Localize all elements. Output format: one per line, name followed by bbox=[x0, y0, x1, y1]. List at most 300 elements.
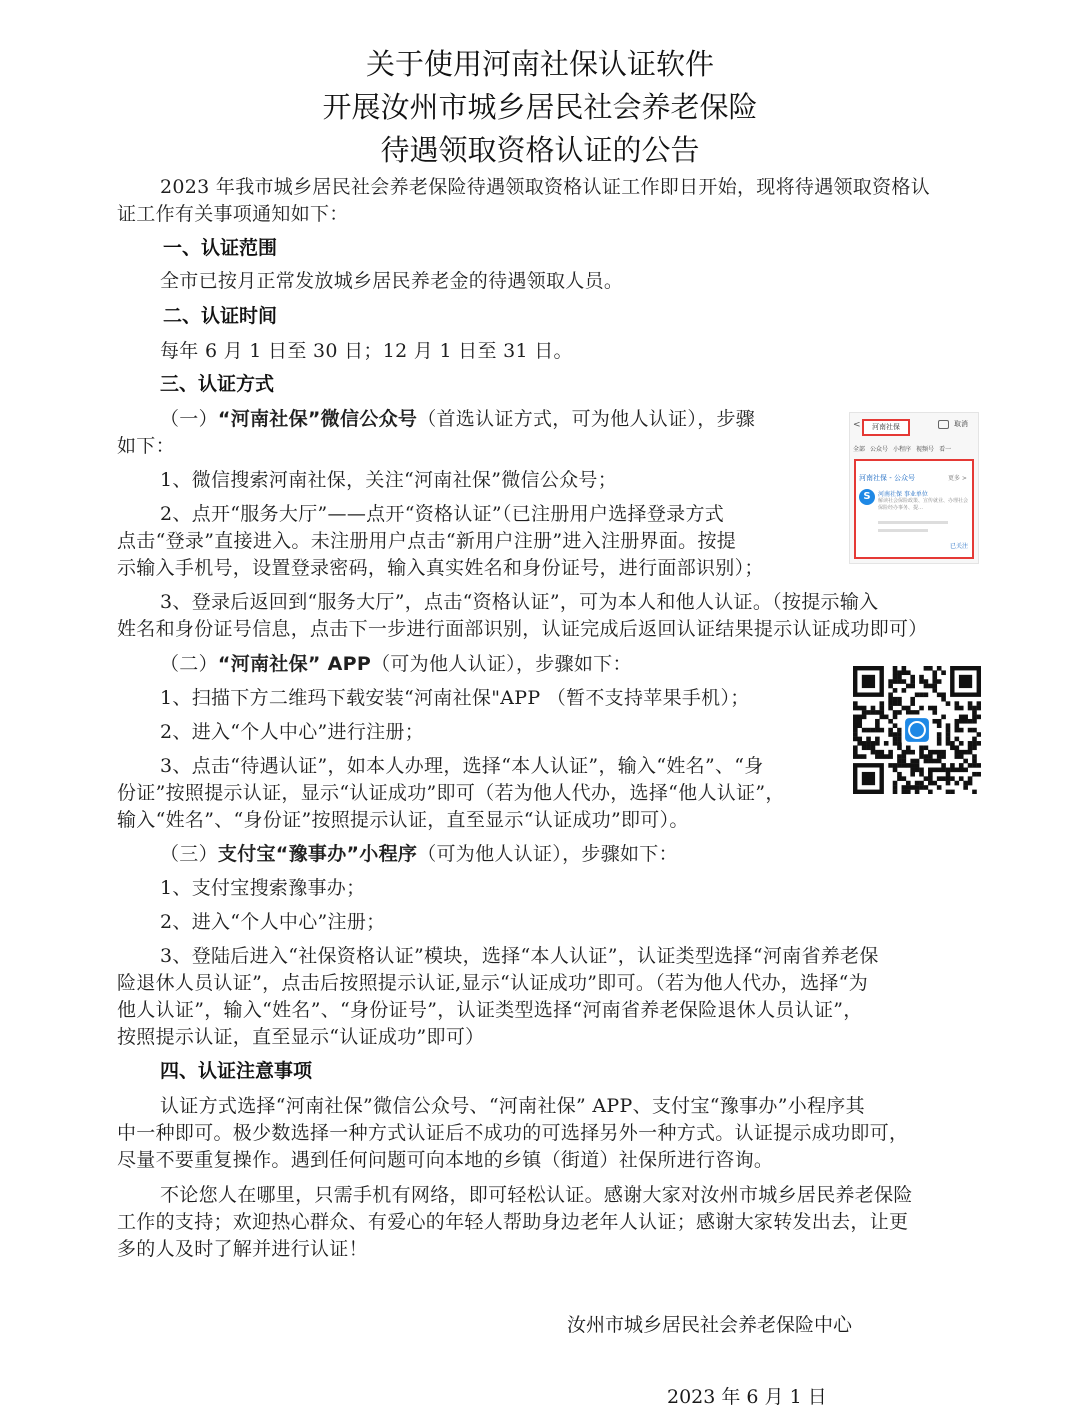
qr-module bbox=[928, 772, 933, 777]
method-1-step-3-line-1: 3、登录后返回到“服务大厅”，点击“资格认证”，可为本人和他人认证。（按提示输入 bbox=[160, 591, 879, 613]
qr-module bbox=[937, 768, 942, 773]
qr-module bbox=[893, 723, 898, 728]
qr-module bbox=[862, 715, 867, 720]
qr-module bbox=[950, 790, 955, 794]
qr-module bbox=[866, 741, 871, 746]
qr-module bbox=[879, 728, 884, 733]
qr-module bbox=[888, 706, 893, 711]
qr-module bbox=[906, 710, 911, 715]
wechat-search-screenshot bbox=[849, 412, 979, 564]
method-2-step-1: 1、扫描下方二维玛下载安装“河南社保"APP （暂不支持苹果手机）； bbox=[160, 687, 750, 709]
qr-module bbox=[924, 666, 929, 671]
qr-module bbox=[879, 715, 884, 720]
qr-module bbox=[946, 790, 951, 794]
qr-module bbox=[963, 750, 968, 755]
qr-module bbox=[928, 754, 933, 759]
qr-module bbox=[968, 706, 973, 711]
qr-module bbox=[888, 754, 893, 759]
qr-module bbox=[959, 768, 964, 773]
qr-module bbox=[932, 675, 937, 680]
search-tabs bbox=[853, 444, 956, 453]
method-1-step-2-line-3: 示输入手机号，设置登录密码，输入真实姓名和身份证号，进行面部识别）； bbox=[117, 557, 764, 579]
qr-module bbox=[928, 790, 933, 794]
qr-module bbox=[941, 670, 946, 675]
qr-module bbox=[955, 701, 960, 706]
qr-module bbox=[857, 741, 862, 746]
qr-module bbox=[924, 759, 929, 764]
qr-module bbox=[919, 772, 924, 777]
qr-module bbox=[862, 745, 867, 750]
qr-module bbox=[972, 706, 977, 711]
qr-module bbox=[932, 670, 937, 675]
qr-module bbox=[910, 763, 915, 768]
qr-module bbox=[937, 785, 942, 790]
qr-module bbox=[902, 706, 907, 711]
qr-module bbox=[963, 785, 968, 790]
card-more: 更多 > bbox=[948, 475, 967, 482]
section-2-text: 每年 6 月 1 日至 30 日；12 月 1 日至 31 日。 bbox=[160, 340, 573, 362]
qr-module bbox=[928, 706, 933, 711]
qr-module bbox=[888, 692, 893, 697]
qr-module bbox=[906, 785, 911, 790]
qr-module bbox=[871, 750, 876, 755]
qr-module bbox=[866, 737, 871, 742]
qr-module bbox=[972, 719, 977, 724]
qr-module bbox=[893, 732, 898, 737]
account-name: 河南社保 事业单位 bbox=[878, 491, 928, 498]
qr-module bbox=[875, 754, 880, 759]
qr-module bbox=[893, 675, 898, 680]
date: 2023 年 6 月 1 日 bbox=[667, 1386, 827, 1408]
qr-module bbox=[968, 728, 973, 733]
qr-module bbox=[959, 719, 964, 724]
qr-module bbox=[968, 763, 973, 768]
qr-module bbox=[941, 776, 946, 781]
qr-module bbox=[853, 706, 858, 711]
qr-module bbox=[853, 732, 858, 737]
qr-module bbox=[893, 790, 898, 794]
qr-module bbox=[941, 763, 946, 768]
qr-module bbox=[906, 745, 911, 750]
qr-module bbox=[862, 754, 867, 759]
qr-module bbox=[946, 732, 951, 737]
qr-module bbox=[906, 763, 911, 768]
qr-module bbox=[950, 768, 955, 773]
qr-module bbox=[893, 697, 898, 702]
method-3-title bbox=[160, 841, 678, 868]
qr-module bbox=[932, 768, 937, 773]
qr-module bbox=[915, 710, 920, 715]
qr-module bbox=[919, 675, 924, 680]
qr-module bbox=[919, 745, 924, 750]
section-1-heading: 一、认证范围 bbox=[163, 237, 278, 259]
method-2-suffix: （可为他人认证），步骤如下： bbox=[371, 653, 632, 675]
qr-module bbox=[875, 710, 880, 715]
qr-module bbox=[906, 684, 911, 689]
qr-module bbox=[941, 768, 946, 773]
qr-module bbox=[946, 741, 951, 746]
account-description: 解读社会保险政策、宣传就业、办理社会保险经办事务、提… bbox=[878, 498, 969, 511]
qr-module bbox=[853, 715, 858, 720]
qr-module bbox=[950, 741, 955, 746]
qr-module bbox=[950, 745, 955, 750]
qr-module bbox=[879, 710, 884, 715]
cancel-text: 取消 bbox=[954, 420, 968, 428]
search-box: 河南社保 bbox=[862, 419, 910, 436]
qr-module bbox=[888, 697, 893, 702]
method-3-step-1: 1、支付宝搜索豫事办； bbox=[160, 877, 366, 899]
qr-module bbox=[959, 728, 964, 733]
qr-module bbox=[906, 670, 911, 675]
qr-module bbox=[972, 790, 977, 794]
qr-module bbox=[972, 759, 977, 764]
qr-module bbox=[977, 772, 981, 777]
qr-module bbox=[910, 675, 915, 680]
section-2-heading: 二、认证时间 bbox=[163, 305, 278, 327]
qr-module bbox=[946, 737, 951, 742]
section-1-text: 全市已按月正常发放城乡居民养老金的待遇领取人员。 bbox=[160, 270, 624, 292]
qr-module bbox=[910, 701, 915, 706]
qr-module bbox=[902, 679, 907, 684]
qr-module bbox=[955, 728, 960, 733]
qr-module bbox=[968, 719, 973, 724]
qr-module bbox=[924, 745, 929, 750]
tab-official: 公众号 bbox=[870, 446, 889, 453]
qr-module bbox=[928, 776, 933, 781]
qr-module bbox=[955, 719, 960, 724]
qr-module bbox=[955, 745, 960, 750]
qr-module bbox=[915, 781, 920, 786]
qr-module bbox=[902, 670, 907, 675]
qr-module bbox=[924, 754, 929, 759]
qr-module bbox=[888, 728, 893, 733]
qr-module bbox=[857, 715, 862, 720]
qr-module bbox=[959, 754, 964, 759]
qr-module bbox=[932, 706, 937, 711]
qr-module bbox=[959, 776, 964, 781]
qr-module bbox=[871, 745, 876, 750]
qr-module bbox=[897, 710, 902, 715]
qr-module bbox=[928, 750, 933, 755]
qr-module bbox=[910, 710, 915, 715]
qr-module bbox=[897, 759, 902, 764]
qr-module bbox=[902, 763, 907, 768]
method-1-name: “河南社保”微信公众号 bbox=[217, 408, 418, 430]
qr-module bbox=[924, 785, 929, 790]
method-1-step-1: 1、微信搜索河南社保，关注“河南社保”微信公众号； bbox=[160, 469, 618, 491]
qr-module bbox=[972, 754, 977, 759]
qr-module bbox=[937, 732, 942, 737]
method-2-step-3-line-2: 份证”按照提示认证，显示“认证成功”即可（若为他人代办，选择“他人认证”， bbox=[117, 782, 785, 804]
qr-module bbox=[897, 675, 902, 680]
social-security-logo-icon: S bbox=[859, 489, 875, 505]
card-title: 河南社保 - 公众号 bbox=[859, 474, 915, 482]
qr-module bbox=[893, 715, 898, 720]
qr-module bbox=[955, 781, 960, 786]
method-2-step-3-line-3: 输入“姓名”、“身份证”按照提示认证，直至显示“认证成功”即可）。 bbox=[117, 809, 689, 831]
qr-module bbox=[968, 741, 973, 746]
qr-module bbox=[946, 776, 951, 781]
intro-line-1: 2023 年我市城乡居民社会养老保险待遇领取资格认证工作即日开始，现将待遇领取资格认 bbox=[160, 176, 930, 198]
qr-module bbox=[893, 741, 898, 746]
qr-module bbox=[937, 750, 942, 755]
qr-module bbox=[875, 723, 880, 728]
qr-module bbox=[853, 723, 858, 728]
qr-module bbox=[902, 785, 907, 790]
qr-module bbox=[902, 750, 907, 755]
qr-module bbox=[968, 776, 973, 781]
qr-module bbox=[897, 754, 902, 759]
qr-module bbox=[932, 719, 937, 724]
method-1-step-2-line-1: 2、点开“服务大厅”——点开“资格认证”（已注册用户选择登录方式 bbox=[160, 503, 725, 525]
qr-module bbox=[879, 750, 884, 755]
method-1-step-3-line-2: 姓名和身份证号信息，点击下一步进行面部识别，认证完成后返回认证结果提示认证成功即可） bbox=[117, 618, 928, 640]
method-3-step-2: 2、进入“个人中心”注册； bbox=[160, 911, 386, 933]
qr-module bbox=[937, 759, 942, 764]
qr-module bbox=[972, 745, 977, 750]
qr-module bbox=[941, 754, 946, 759]
method-3-name: 支付宝“豫事办”小程序 bbox=[217, 843, 418, 865]
qr-module bbox=[959, 763, 964, 768]
qr-module bbox=[875, 728, 880, 733]
qr-module bbox=[972, 710, 977, 715]
qr-module bbox=[915, 768, 920, 773]
qr-module bbox=[866, 745, 871, 750]
method-3-step-3-line-2: 险退休人员认证”，点击后按照提示认证,显示“认证成功”即可。（若为他人代办，选择“为 bbox=[117, 972, 868, 994]
qr-module bbox=[853, 728, 858, 733]
qr-module bbox=[862, 728, 867, 733]
qr-module bbox=[955, 754, 960, 759]
qr-module bbox=[977, 741, 981, 746]
qr-module bbox=[959, 750, 964, 755]
method-3-step-3-line-1: 3、登陆后进入“社保资格认证”模块，选择“本人认证”，认证类型选择“河南省养老保 bbox=[160, 945, 879, 967]
qr-module bbox=[963, 719, 968, 724]
qr-module bbox=[893, 781, 898, 786]
qr-finder-pattern bbox=[862, 675, 875, 688]
qr-module bbox=[924, 776, 929, 781]
qr-module bbox=[853, 701, 858, 706]
qr-module bbox=[963, 759, 968, 764]
method-2-step-2: 2、进入“个人中心”进行注册； bbox=[160, 721, 425, 743]
qr-module bbox=[959, 706, 964, 711]
method-1-suffix: （首选认证方式，可为他人认证），步骤 bbox=[417, 408, 756, 430]
camera-icon bbox=[938, 420, 949, 429]
qr-module bbox=[937, 737, 942, 742]
qr-module bbox=[928, 768, 933, 773]
qr-module bbox=[955, 737, 960, 742]
qr-module bbox=[946, 768, 951, 773]
follow-status: 已关注 bbox=[950, 543, 969, 550]
qr-module bbox=[888, 684, 893, 689]
qr-module bbox=[959, 741, 964, 746]
qr-module bbox=[875, 737, 880, 742]
result-card bbox=[854, 459, 974, 559]
qr-module bbox=[884, 754, 889, 759]
qr-module bbox=[937, 776, 942, 781]
qr-module bbox=[919, 781, 924, 786]
qr-module bbox=[893, 670, 898, 675]
qr-module bbox=[888, 750, 893, 755]
method-3-step-3-line-4: 按照提示认证，直至显示“认证成功”即可） bbox=[117, 1026, 485, 1048]
qr-module bbox=[924, 684, 929, 689]
placeholder-bar bbox=[878, 521, 948, 524]
qr-module bbox=[888, 701, 893, 706]
qr-module bbox=[928, 666, 933, 671]
qr-module bbox=[897, 679, 902, 684]
qr-module bbox=[937, 679, 942, 684]
section-4-p2-line-3: 多的人及时了解并进行认证！ bbox=[117, 1238, 368, 1260]
qr-module bbox=[897, 732, 902, 737]
qr-module bbox=[932, 688, 937, 693]
qr-module bbox=[915, 763, 920, 768]
qr-module bbox=[897, 701, 902, 706]
qr-module bbox=[910, 772, 915, 777]
qr-module bbox=[893, 701, 898, 706]
section-3-heading: 三、认证方式 bbox=[160, 373, 275, 395]
method-2-name: “河南社保” APP bbox=[217, 653, 372, 675]
qr-module bbox=[937, 741, 942, 746]
qr-module bbox=[897, 745, 902, 750]
qr-module bbox=[879, 754, 884, 759]
qr-module bbox=[875, 741, 880, 746]
qr-module bbox=[955, 723, 960, 728]
tab-miniprogram: 小程序 bbox=[893, 446, 912, 453]
qr-module bbox=[950, 763, 955, 768]
qr-module bbox=[968, 781, 973, 786]
qr-module bbox=[857, 737, 862, 742]
qr-module bbox=[862, 706, 867, 711]
qr-module bbox=[884, 741, 889, 746]
qr-module bbox=[924, 692, 929, 697]
qr-module bbox=[893, 679, 898, 684]
qr-module bbox=[906, 750, 911, 755]
method-1-title bbox=[160, 406, 755, 433]
qr-module bbox=[910, 759, 915, 764]
qr-module bbox=[875, 750, 880, 755]
qr-module bbox=[897, 741, 902, 746]
qr-module bbox=[897, 737, 902, 742]
qr-module bbox=[906, 781, 911, 786]
qr-module bbox=[955, 768, 960, 773]
qr-module bbox=[946, 728, 951, 733]
qr-module bbox=[893, 785, 898, 790]
qr-module bbox=[897, 763, 902, 768]
qr-module bbox=[972, 737, 977, 742]
qr-module bbox=[897, 776, 902, 781]
qr-finder-pattern bbox=[862, 772, 875, 785]
section-4-p1-line-1: 认证方式选择“河南社保”微信公众号、“河南社保” APP、支付宝“豫事办”小程序其 bbox=[160, 1095, 865, 1117]
qr-module bbox=[857, 754, 862, 759]
qr-module bbox=[941, 697, 946, 702]
qr-module bbox=[941, 715, 946, 720]
qr-module bbox=[910, 679, 915, 684]
tab-all: 全部 bbox=[853, 446, 866, 453]
qr-module bbox=[857, 723, 862, 728]
qr-module bbox=[902, 666, 907, 671]
tab-channels: 视频号 bbox=[916, 446, 935, 453]
qr-module bbox=[902, 776, 907, 781]
qr-module bbox=[879, 706, 884, 711]
qr-module bbox=[977, 706, 981, 711]
section-4-heading: 四、认证注意事项 bbox=[160, 1060, 313, 1082]
qr-module bbox=[977, 715, 981, 720]
qr-module bbox=[871, 706, 876, 711]
qr-module bbox=[963, 768, 968, 773]
qr-module bbox=[919, 750, 924, 755]
qr-module bbox=[932, 759, 937, 764]
qr-module bbox=[959, 715, 964, 720]
qr-module bbox=[853, 737, 858, 742]
qr-module bbox=[932, 781, 937, 786]
qr-module bbox=[955, 750, 960, 755]
qr-module bbox=[902, 759, 907, 764]
back-icon: < bbox=[853, 420, 861, 430]
qr-module bbox=[853, 750, 858, 755]
qr-module bbox=[862, 741, 867, 746]
qr-module bbox=[932, 684, 937, 689]
qr-module bbox=[871, 741, 876, 746]
qr-module bbox=[862, 710, 867, 715]
qr-module bbox=[888, 763, 893, 768]
qr-module bbox=[897, 670, 902, 675]
qr-module bbox=[910, 697, 915, 702]
qr-module bbox=[972, 715, 977, 720]
method-2-title bbox=[160, 651, 632, 678]
qr-module bbox=[893, 688, 898, 693]
qr-module bbox=[915, 785, 920, 790]
qr-module bbox=[919, 679, 924, 684]
qr-module bbox=[871, 728, 876, 733]
qr-module bbox=[932, 679, 937, 684]
qr-module bbox=[963, 781, 968, 786]
qr-module bbox=[897, 772, 902, 777]
qr-module bbox=[977, 701, 981, 706]
qr-module bbox=[884, 715, 889, 720]
title-line-2: 开展汝州市城乡居民社会养老保险 bbox=[322, 90, 758, 124]
qr-finder-pattern bbox=[959, 675, 972, 688]
method-3-step-3-line-3: 他人认证”，输入“姓名”、“身份证号”，认证类型选择“河南省养老保险退休人员认证”， bbox=[117, 999, 863, 1021]
qr-module bbox=[853, 754, 858, 759]
qr-module bbox=[946, 772, 951, 777]
title-line-3: 待遇领取资格认证的公告 bbox=[380, 133, 700, 167]
qr-module bbox=[928, 781, 933, 786]
qr-module bbox=[853, 745, 858, 750]
qr-module bbox=[977, 763, 981, 768]
qr-module bbox=[924, 679, 929, 684]
qr-module bbox=[879, 701, 884, 706]
qr-module bbox=[906, 790, 911, 794]
qr-module bbox=[919, 768, 924, 773]
title-line-1: 关于使用河南社保认证软件 bbox=[365, 47, 714, 81]
qr-module bbox=[932, 750, 937, 755]
qr-module bbox=[893, 768, 898, 773]
qr-module bbox=[955, 706, 960, 711]
qr-module bbox=[857, 719, 862, 724]
method-3-prefix: （三） bbox=[160, 843, 218, 865]
qr-module bbox=[941, 750, 946, 755]
qr-module bbox=[893, 737, 898, 742]
qr-module bbox=[968, 750, 973, 755]
qr-module bbox=[972, 772, 977, 777]
intro-line-2: 证工作有关事项通知如下： bbox=[117, 203, 349, 225]
qr-module bbox=[910, 768, 915, 773]
qr-module bbox=[972, 763, 977, 768]
qr-module bbox=[972, 728, 977, 733]
qr-module bbox=[941, 692, 946, 697]
qr-module bbox=[915, 759, 920, 764]
qr-module bbox=[906, 706, 911, 711]
qr-module bbox=[937, 723, 942, 728]
